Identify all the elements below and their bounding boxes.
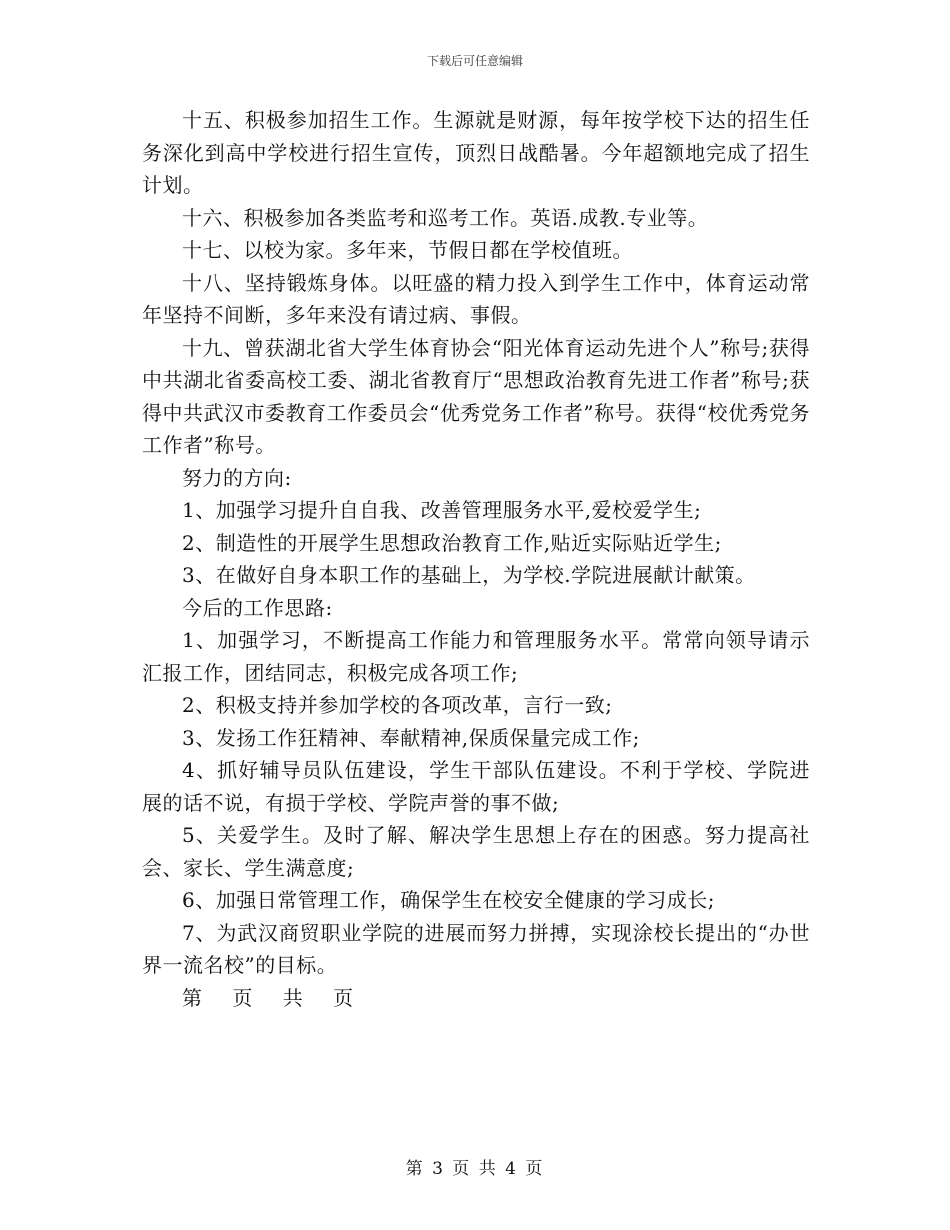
future-item-6: 6、加强日常管理工作，确保学生在校安全健康的学习成长; bbox=[182, 888, 715, 912]
page-header: 下载后可任意编辑 bbox=[426, 54, 523, 68]
future-item-3: 3、发扬工作狂精神、奉献精神,保质保量完成工作; bbox=[182, 725, 640, 750]
paragraph-item-15: 十五、积极参加招生工作。生源就是财源，每年按学校下达的招生任务深化到高中学校进行招生宣传，顶烈日战酷暑。今年超额地完成了招生计划。 bbox=[142, 108, 810, 197]
section-heading-future-work: 今后的工作思路: bbox=[182, 595, 333, 620]
future-item-1: 1、加强学习，不断提高工作能力和管理服务水平。常常向领导请示汇报工作，团结同志，积极完成各项工作; bbox=[142, 628, 810, 685]
future-item-2: 2、积极支持并参加学校的各项改革，言行一致; bbox=[182, 693, 613, 717]
direction-item-1: 1、加强学习提升自自我、改善管理服务水平,爱校爱学生; bbox=[182, 498, 702, 522]
section-heading-directions: 努力的方向: bbox=[182, 465, 292, 490]
page-footer: 第 3 页 共 4 页 bbox=[405, 1159, 545, 1179]
direction-item-3: 3、在做好自身本职工作的基础上，为学校.学院进展献计献策。 bbox=[182, 563, 756, 587]
paragraph-item-18: 十八、坚持锻炼身体。以旺盛的精力投入到学生工作中，体育运动常年坚持不间断，多年来没有请过病、事假。 bbox=[142, 270, 810, 327]
future-item-7: 7、为武汉商贸职业学院的进展而努力拼搏，实现涂校长提出的“办世界一流名校”的目标。 bbox=[142, 920, 810, 977]
direction-item-2: 2、制造性的开展学生思想政治教育工作,贴近实际贴近学生; bbox=[182, 530, 722, 555]
future-item-4: 4、抓好辅导员队伍建设，学生干部队伍建设。不利于学校、学院进展的话不说，有损于学校、学院声誉的事不做; bbox=[142, 758, 810, 815]
document-body bbox=[142, 104, 810, 1014]
paragraph-item-17: 十七、以校为家。多年来，节假日都在学校值班。 bbox=[182, 238, 633, 262]
paragraph-item-16: 十六、积极参加各类监考和巡考工作。英语.成教.专业等。 bbox=[182, 205, 709, 230]
future-item-5: 5、关爱学生。及时了解、解决学生思想上存在的困惑。努力提高社会、家长、学生满意度; bbox=[142, 823, 810, 880]
paragraph-item-19: 十九、曾获湖北省大学生体育协会“阳光体育运动先进个人”称号;获得中共湖北省委高校工委、湖北省教育厅“思想政治教育先进工作者”称号;获得中共武汉市委教育工作委员会“优秀党务工作者”称号。获得“校优秀党务工作者”称号。 bbox=[142, 335, 810, 457]
inline-page-marker: 第 页 共 页 bbox=[182, 985, 366, 1010]
